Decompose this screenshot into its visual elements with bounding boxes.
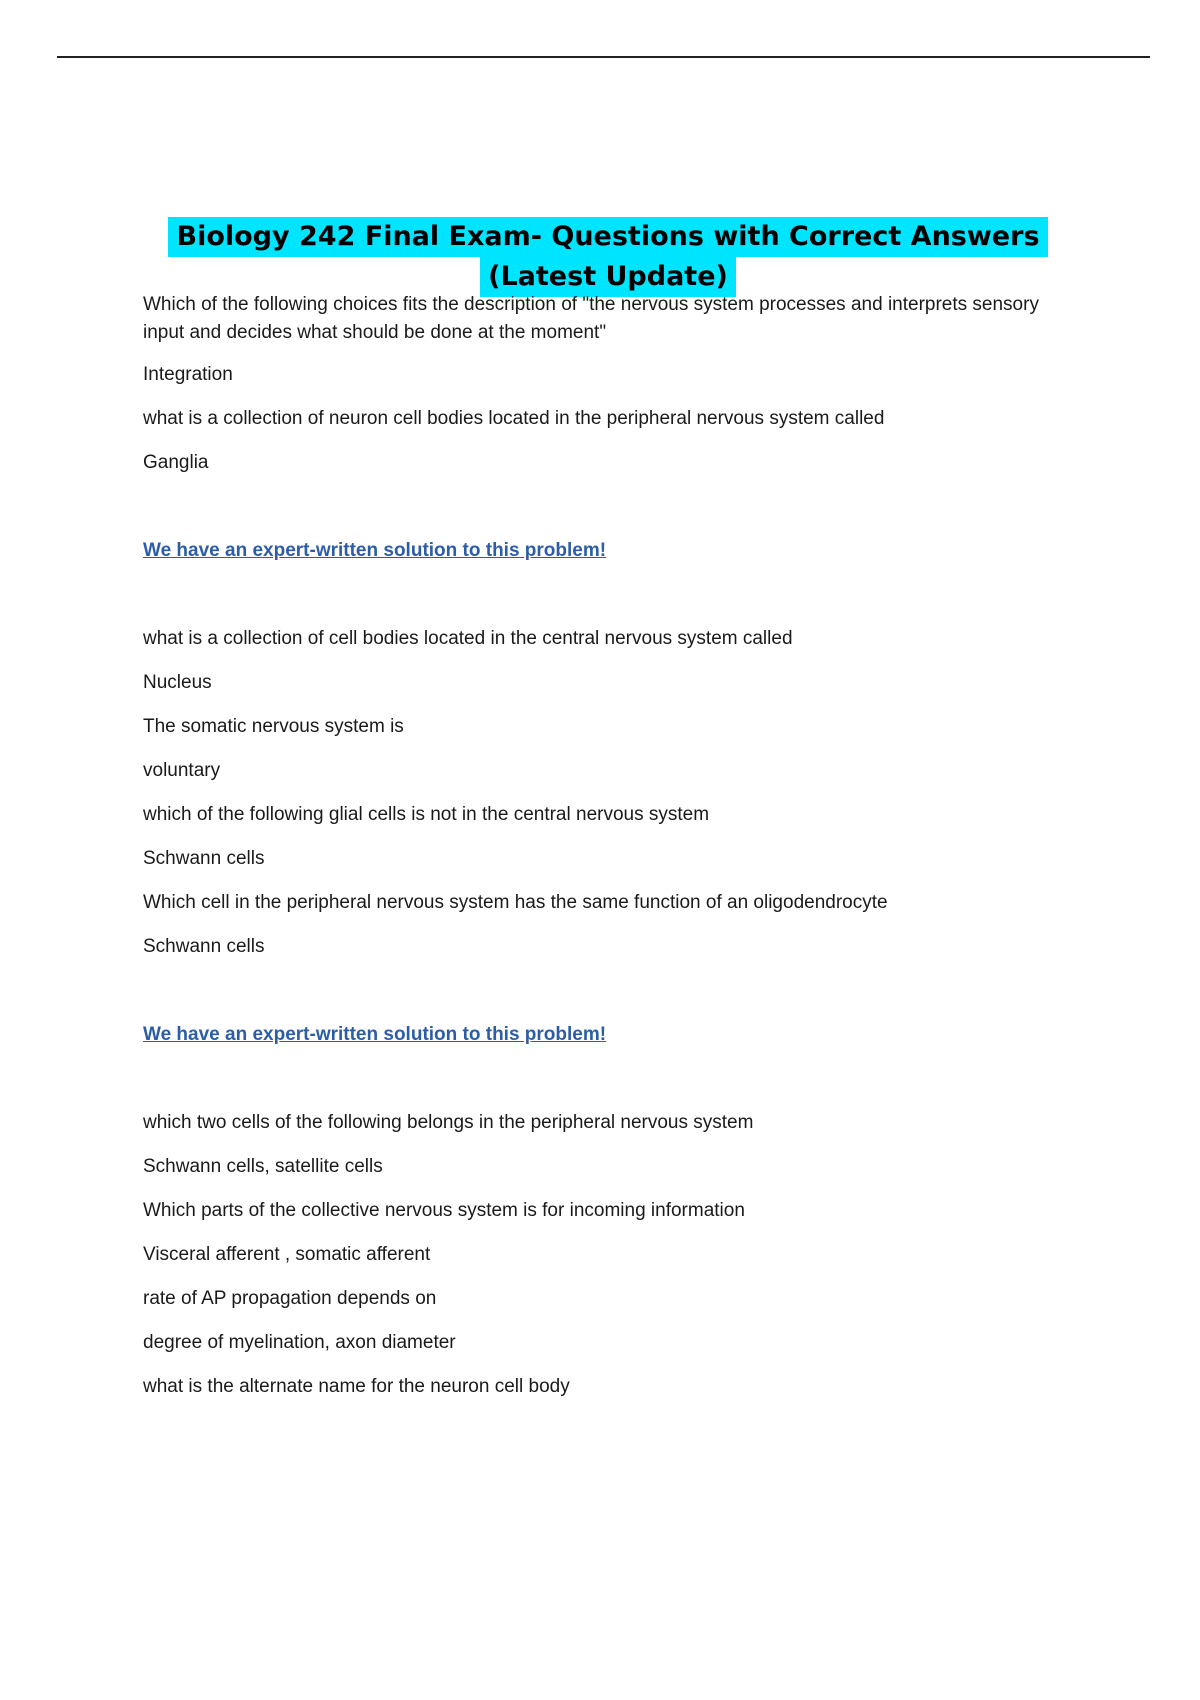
expert-solution-link[interactable]: We have an expert-written solution to this problem! bbox=[143, 540, 607, 561]
question-text: The somatic nervous system is bbox=[143, 716, 404, 737]
qa-content bbox=[143, 291, 1043, 1417]
question-text: rate of AP propagation depends on bbox=[143, 1288, 437, 1309]
question-text: what is the alternate name for the neuron cell body bbox=[143, 1376, 570, 1397]
answer-text: Integration bbox=[143, 364, 233, 385]
answer-text: Schwann cells bbox=[143, 848, 265, 869]
question-text: Which of the following choices fits the description of "the nervous system processes and interprets sensory input and decides what should be done at the moment" bbox=[143, 294, 1039, 343]
answer-text: Nucleus bbox=[143, 672, 212, 693]
question-text: what is a collection of neuron cell bodies located in the peripheral nervous system called bbox=[143, 408, 885, 429]
question-text: which of the following glial cells is not in the central nervous system bbox=[143, 804, 710, 825]
answer-text: Ganglia bbox=[143, 452, 209, 473]
answer-text: degree of myelination, axon diameter bbox=[143, 1332, 456, 1353]
question-text: what is a collection of cell bodies located in the central nervous system called bbox=[143, 628, 793, 649]
spacer bbox=[143, 493, 1043, 537]
expert-solution-link[interactable]: We have an expert-written solution to this problem! bbox=[143, 1024, 607, 1045]
answer-text: Schwann cells bbox=[143, 936, 265, 957]
document-title bbox=[143, 217, 1073, 297]
answer-text: Schwann cells, satellite cells bbox=[143, 1156, 383, 1177]
spacer bbox=[143, 565, 1043, 625]
answer-text: Visceral afferent , somatic afferent bbox=[143, 1244, 431, 1265]
question-text: Which parts of the collective nervous system is for incoming information bbox=[143, 1200, 745, 1221]
header-rule bbox=[57, 56, 1150, 58]
answer-text: voluntary bbox=[143, 760, 221, 781]
question-text: which two cells of the following belongs in the peripheral nervous system bbox=[143, 1112, 754, 1133]
question-text: Which cell in the peripheral nervous system has the same function of an oligodendrocyte bbox=[143, 892, 888, 913]
spacer bbox=[143, 977, 1043, 1021]
spacer bbox=[143, 1049, 1043, 1109]
title-line-2: (Latest Update) bbox=[480, 257, 736, 297]
title-line-1: Biology 242 Final Exam- Questions with Correct Answers bbox=[168, 217, 1047, 257]
